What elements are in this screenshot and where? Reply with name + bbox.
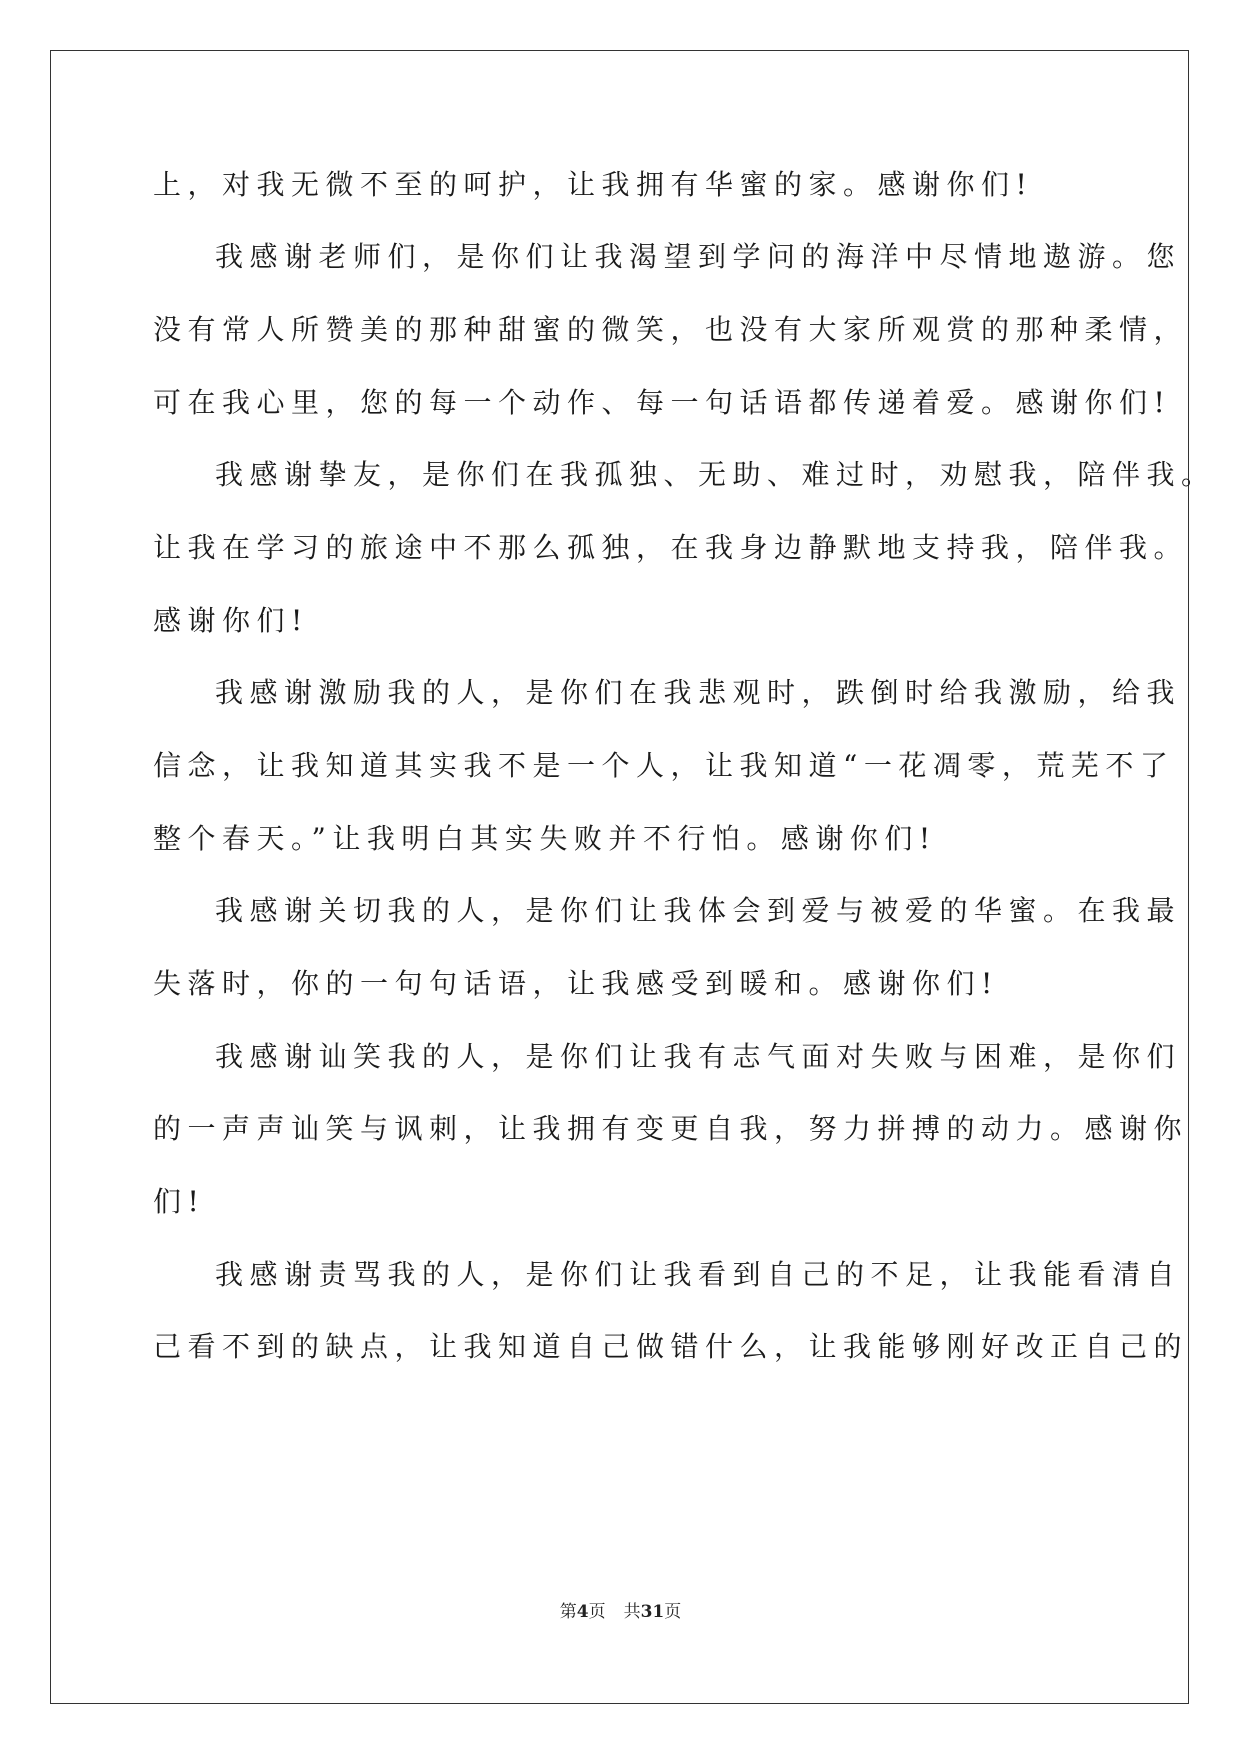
footer-page-suffix: 页 [588,1602,606,1622]
text-line: 让我在学习的旅途中不那么孤独，在我身边静默地支持我，陪伴我。 [153,531,1189,564]
footer-total-suffix: 页 [664,1602,682,1622]
text-line: 我感谢讪笑我的人，是你们让我有志气面对失败与困难，是你们 [215,1040,1182,1073]
text-line: 我感谢挚友，是你们在我孤独、无助、难过时，劝慰我，陪伴我。 [215,458,1216,491]
text-line: 可在我心里，您的每一个动作、每一句话语都传递着爱。感谢你们! [153,386,1172,419]
text-line: 己看不到的缺点，让我知道自己做错什么，让我能够刚好改正自己的 [153,1330,1189,1363]
text-line: 没有常人所赞美的那种甜蜜的微笑，也没有大家所观赏的那种柔情， [153,313,1189,346]
footer-total-prefix: 共 [623,1602,641,1622]
text-line: 的一声声讪笑与讽刺，让我拥有变更自我，努力拼搏的动力。感谢你 [153,1112,1189,1145]
text-line: 我感谢关切我的人，是你们让我体会到爱与被爱的华蜜。在我最 [215,894,1182,927]
footer-prefix: 第 [559,1602,577,1622]
text-line: 我感谢老师们，是你们让我渴望到学问的海洋中尽情地遨游。您 [215,240,1182,273]
page-number: 4 [576,1602,589,1622]
text-line: 们! [153,1185,206,1218]
total-pages: 31 [640,1602,665,1622]
page-border [50,50,1189,1704]
text-line: 感谢你们! [153,604,309,637]
text-line: 信念，让我知道其实我不是一个人，让我知道“一花凋零，荒芜不了 [153,749,1175,782]
text-line: 我感谢激励我的人，是你们在我悲观时，跌倒时给我激励，给我 [215,676,1182,709]
text-line: 我感谢责骂我的人，是你们让我看到自己的不足，让我能看清自 [215,1258,1182,1291]
text-line: 失落时，你的一句句话语，让我感受到暖和。感谢你们! [153,967,999,1000]
text-line: 整个春天。”让我明白其实失败并不行怕。感谢你们! [153,822,937,855]
text-line: 上，对我无微不至的呵护，让我拥有华蜜的家。感谢你们! [153,168,1034,201]
page-footer [0,1597,1241,1622]
